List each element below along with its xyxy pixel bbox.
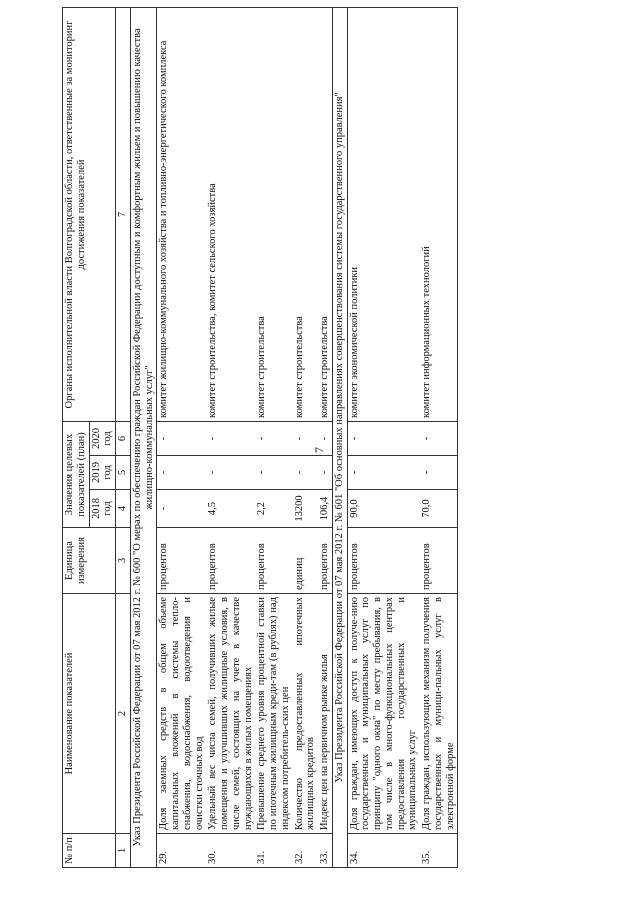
header-year-2019: 2019 год <box>89 456 116 490</box>
row-2018: 106,4 <box>318 490 332 528</box>
header-unit: Единица измерения <box>63 528 116 594</box>
row-2019: - <box>318 456 332 490</box>
row-2020: - <box>420 422 458 456</box>
row-2018: 70,0 <box>420 490 458 528</box>
section-title-row <box>130 8 157 868</box>
row-unit: процентов <box>255 528 292 594</box>
row-organ: комитет экономической политики <box>347 8 420 422</box>
table-row <box>420 8 458 868</box>
row-unit: процентов <box>347 528 420 594</box>
row-2018: - <box>157 490 207 528</box>
row-name: Доля граждан, имеющих доступ к получе-нию государственных и муниципальных услуг по принципу "одного окна" по месту пребывания, в том числе в много-функциональных центрах предоставления государственных и муниципальных услуг <box>347 594 420 834</box>
section-title-row <box>332 8 347 868</box>
row-organ: комитет информационных технологий <box>420 8 458 422</box>
row-2018: 4,5 <box>206 490 255 528</box>
header-year-2020: 2020 год <box>89 422 116 456</box>
colnum-6: 6 <box>116 422 131 456</box>
table-row <box>206 8 255 868</box>
colnum-4: 4 <box>116 490 131 528</box>
row-organ: комитет жилищно-коммунального хозяйства и топливно-энергетического комплекса <box>157 8 207 422</box>
row-unit: процентов <box>318 528 332 594</box>
section-title: Указ Президента Российской Федерации от 07 мая 2012 г. № 600 "О мерах по обеспечению граждан Российской Федерации доступным и комфортным жильем и повышению качества жилищно-коммунальных услуг" <box>130 8 157 868</box>
row-2020: - <box>206 422 255 456</box>
table-row <box>347 8 420 868</box>
indicators-table <box>62 7 458 868</box>
header-name: Наименование показателей <box>63 594 116 834</box>
rotated-table-container <box>62 8 622 868</box>
colnum-7: 7 <box>116 8 131 422</box>
colnum-2: 2 <box>116 594 131 834</box>
row-organ: комитет строительства, комитет сельского хозяйства <box>206 8 255 422</box>
row-2020: - <box>347 422 420 456</box>
row-organ: комитет строительства <box>318 8 332 422</box>
row-2018: 13200 <box>293 490 319 528</box>
table-row <box>255 8 292 868</box>
header-organs: Органы исполнительной власти Волгоградской области, ответственные за мониторинг достижения показателей <box>63 8 116 422</box>
page-number: 7 <box>312 447 326 453</box>
row-num: 30. <box>206 834 255 868</box>
row-2020: - <box>318 422 332 456</box>
column-numbers-row <box>116 8 131 868</box>
row-2018: 2,2 <box>255 490 292 528</box>
row-unit: единиц <box>293 528 319 594</box>
row-name: Доля граждан, использующих механизм получения государственных и муници-пальных услуг в электронной форме <box>420 594 458 834</box>
colnum-3: 3 <box>116 528 131 594</box>
row-name: Доля заемных средств в общем объеме капитальных вложений в системы тепло-снабжения, водоснабжения, водоотведения и очистки сточных вод <box>157 594 207 834</box>
row-num: 34. <box>347 834 420 868</box>
row-2019: - <box>293 456 319 490</box>
row-2019: - <box>255 456 292 490</box>
row-organ: комитет строительства <box>293 8 319 422</box>
row-2019: - <box>206 456 255 490</box>
row-num: 31. <box>255 834 292 868</box>
row-num: 29. <box>157 834 207 868</box>
row-unit: процентов <box>206 528 255 594</box>
row-2020: - <box>157 422 207 456</box>
row-name: Количество предоставленных ипотечных жилищных кредитов <box>293 594 319 834</box>
row-name: Превышение среднего уровня процентной ставки по ипотечным жилищным креди-там (в рублях) над индексом потребитель-ских цен <box>255 594 292 834</box>
row-num: 32. <box>293 834 319 868</box>
row-organ: комитет строительства <box>255 8 292 422</box>
row-unit: процентов <box>157 528 207 594</box>
row-2020: - <box>255 422 292 456</box>
row-2020: - <box>293 422 319 456</box>
colnum-1: 1 <box>116 834 131 868</box>
row-name: Индекс цен на первичном рынке жилья <box>318 594 332 834</box>
header-year-2018: 2018 год <box>89 490 116 528</box>
header-values: Значения целевых показателей (план) <box>63 422 90 528</box>
row-2019: - <box>157 456 207 490</box>
row-num: 35. <box>420 834 458 868</box>
header-row <box>63 8 90 868</box>
row-unit: процентов <box>420 528 458 594</box>
row-num: 33. <box>318 834 332 868</box>
table-row <box>293 8 319 868</box>
colnum-5: 5 <box>116 456 131 490</box>
table-row <box>157 8 207 868</box>
row-2018: 90,0 <box>347 490 420 528</box>
row-name: Удельный вес числа семей, получивших жилые помещения и улучшивших жилищные условия, в числе семей, состоящих на учете в качестве нуждающихся в жилых помещениях <box>206 594 255 834</box>
row-2019: - <box>347 456 420 490</box>
header-num: № п/п <box>63 834 116 868</box>
row-2019: - <box>420 456 458 490</box>
section-title: Указ Президента Российской Федерации от 07 мая 2012 г. № 601 "Об основных направлениях совершенствования системы государственного управления" <box>332 8 347 868</box>
table-row <box>318 8 332 868</box>
